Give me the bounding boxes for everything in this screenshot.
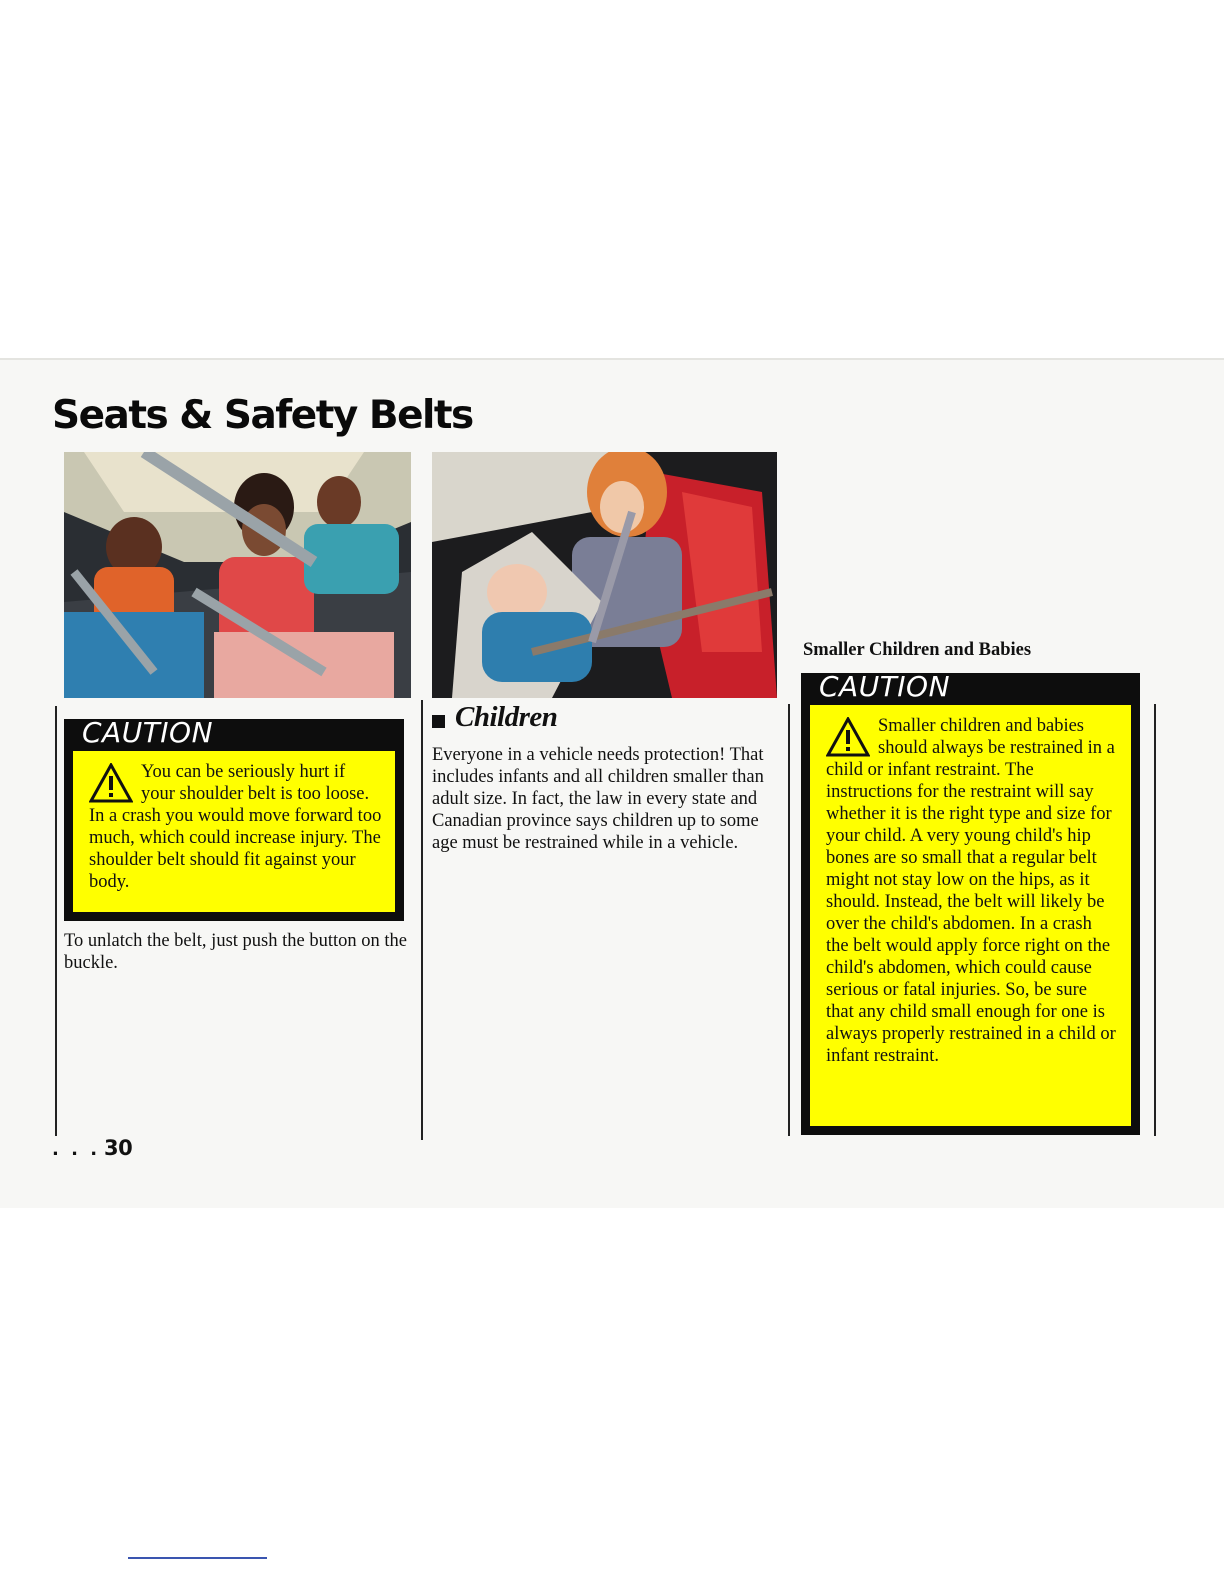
page-top-edge: [0, 358, 1224, 360]
caution-box-smaller-children: [801, 670, 1140, 1135]
infant-restraint-illustration: [432, 452, 777, 698]
caution-header: CAUTION: [801, 673, 1140, 705]
children-heading: [432, 701, 557, 734]
page-number-value: 30: [104, 1136, 133, 1160]
footnote-rule: [128, 1557, 267, 1559]
page-number-dots: . . .: [52, 1139, 101, 1160]
children-heading-text: Children: [455, 701, 558, 733]
smaller-children-heading: Smaller Children and Babies: [803, 640, 1032, 660]
bullet-square-icon: [432, 715, 445, 728]
column-rule-middle: [421, 700, 423, 1140]
column-rule-right-b: [1154, 704, 1156, 1136]
caution-text: Smaller children and babies should always be restrained in a child or infant restraint. The instructions for the restraint will say whether it is the right type and size for your child. A very young child's hip bones are so small that a regular belt might not stay low on the hips, as it should. Instead, the belt will likely be over the child's abdomen. In a crash the belt would apply force right on the child's abdomen, which could cause serious or fatal injuries. So, be sure that any child small enough for one is always properly restrained in a child or infant restraint.: [826, 716, 1116, 1066]
caution-text: You can be seriously hurt if your shoulder belt is too loose. In a crash you would move forward too much, which could increase injury. The shoulder belt should fit against your body.: [89, 762, 382, 892]
children-paragraph: Everyone in a vehicle needs protection! That includes infants and all children smaller than adult size. In fact, the law in every state and Canadian province says children up to some age must be restrained while in a vehicle.: [432, 745, 764, 853]
warning-triangle-icon: [826, 717, 870, 757]
page-number: [52, 1136, 132, 1160]
family-safety-belt-illustration: [64, 452, 411, 698]
caution-body: [810, 705, 1131, 1077]
column-rule-right-a: [788, 704, 790, 1136]
caution-body: [73, 751, 395, 903]
section-title: Seats & Safety Belts: [52, 393, 473, 438]
warning-triangle-icon: [89, 763, 133, 803]
caution-box-shoulder-belt: [64, 716, 404, 921]
column-rule-left: [55, 706, 57, 1136]
caution-header: CAUTION: [64, 719, 404, 751]
unlatch-paragraph: To unlatch the belt, just push the button on the buckle.: [64, 931, 407, 973]
